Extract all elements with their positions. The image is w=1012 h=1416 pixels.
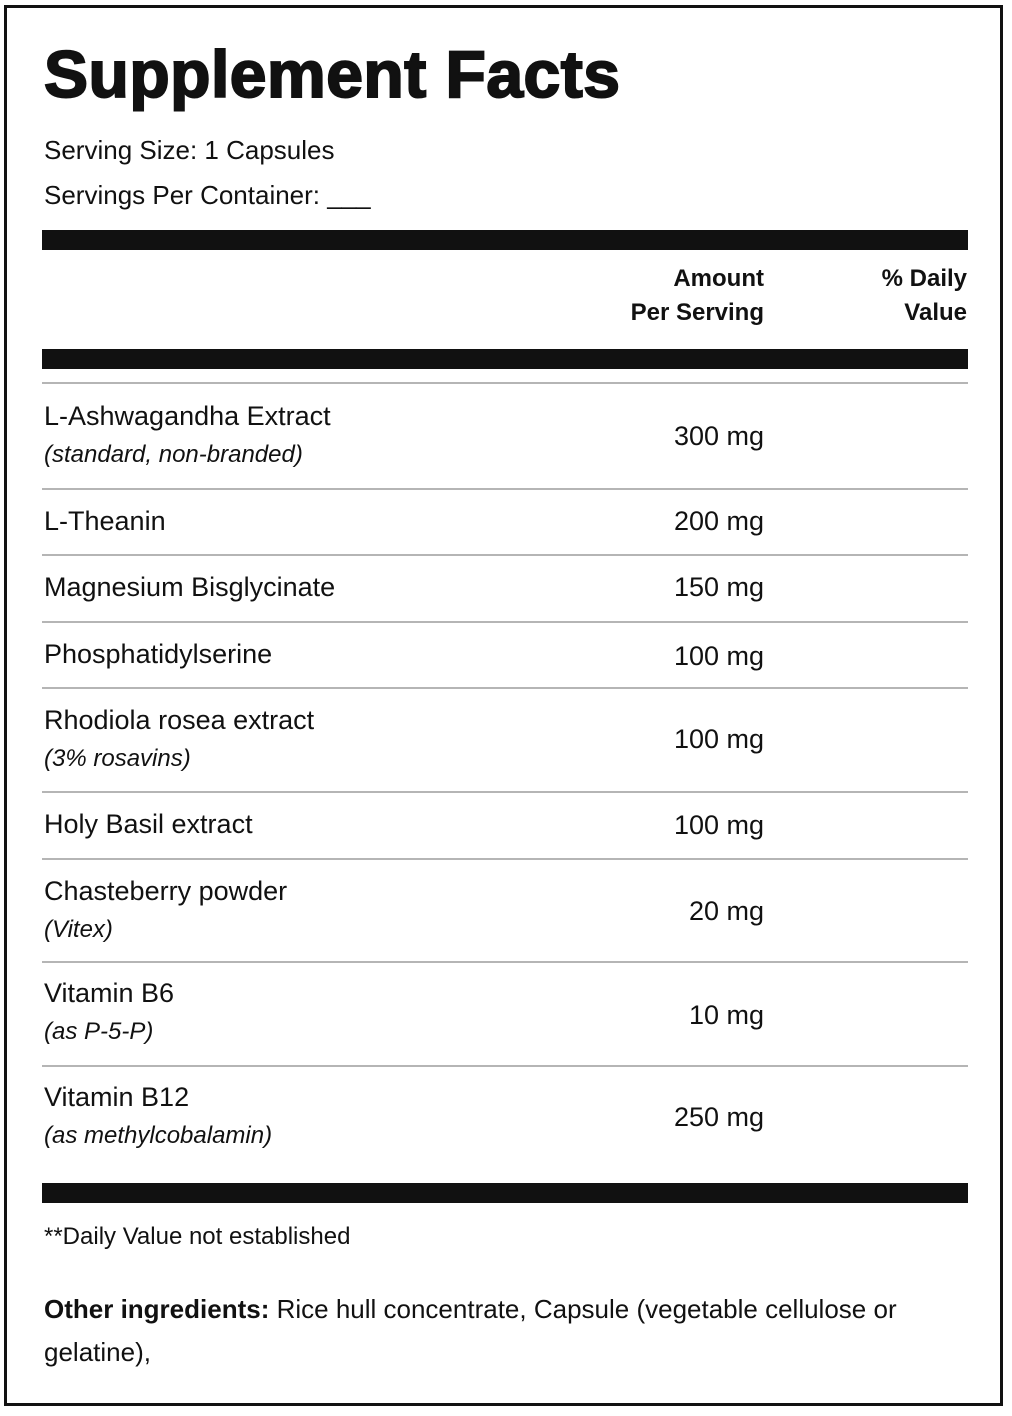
ingredient-amount: 150 mg: [673, 572, 764, 602]
amount-header-line1: Amount: [673, 265, 764, 292]
ingredient-row: [42, 554, 968, 621]
ingredient-amount: 10 mg: [688, 1000, 764, 1030]
ingredient-amount: 250 mg: [673, 1102, 764, 1132]
ingredient-name: Vitamin B12: [44, 1082, 190, 1112]
amount-per-serving-header: [560, 262, 764, 330]
thick-divider-header: [42, 349, 968, 369]
ingredient-row: [42, 621, 968, 687]
ingredient-row: [42, 382, 968, 488]
daily-value-footnote: **Daily Value not established: [44, 1223, 351, 1250]
ingredient-amount: 200 mg: [673, 506, 764, 536]
daily-value-header: [820, 262, 967, 330]
other-ingredients-label: Other ingredients:: [44, 1294, 270, 1324]
ingredient-amount: 20 mg: [688, 896, 764, 926]
ingredient-name: Phosphatidylserine: [44, 639, 273, 669]
ingredient-detail: (as P-5-P): [44, 1018, 154, 1045]
ingredient-name: Rhodiola rosea extract: [44, 705, 315, 735]
thick-divider-top: [42, 230, 968, 250]
ingredient-detail: (3% rosavins): [44, 745, 191, 772]
dv-header-line1: % Daily: [881, 265, 967, 292]
thick-divider-bottom: [42, 1183, 968, 1203]
ingredient-row: [42, 488, 968, 554]
ingredient-row: [42, 858, 968, 961]
ingredient-amount: 100 mg: [673, 810, 764, 840]
ingredient-detail: (as methylcobalamin): [44, 1122, 273, 1149]
ingredient-amount: 300 mg: [673, 421, 764, 451]
ingredient-amount: 100 mg: [673, 724, 764, 754]
ingredient-row: [42, 961, 968, 1065]
ingredient-name: L-Theanin: [44, 506, 166, 536]
ingredient-name: Chasteberry powder: [44, 876, 288, 906]
servings-per-container: Servings Per Container: ___: [44, 180, 371, 210]
ingredient-name: Vitamin B6: [44, 978, 175, 1008]
other-ingredients-text: Rice hull concentrate, Capsule (vegetable cellulose or gelatine),: [44, 1294, 897, 1367]
ingredient-name: L-Ashwagandha Extract: [44, 401, 331, 431]
dv-header-line2: Value: [904, 299, 967, 326]
serving-size: Serving Size: 1 Capsules: [44, 135, 335, 165]
ingredient-row: [42, 791, 968, 858]
ingredient-row: [42, 1065, 968, 1175]
ingredient-name: Magnesium Bisglycinate: [44, 572, 336, 602]
ingredient-detail: (standard, non-branded): [44, 441, 303, 468]
ingredient-row: [42, 687, 968, 791]
ingredient-amount: 100 mg: [673, 641, 764, 671]
ingredient-detail: (Vitex): [44, 916, 113, 943]
amount-header-line2: Per Serving: [630, 299, 764, 326]
other-ingredients: [44, 1288, 964, 1374]
ingredient-name: Holy Basil extract: [44, 809, 253, 839]
label-title: Supplement Facts: [44, 37, 621, 111]
